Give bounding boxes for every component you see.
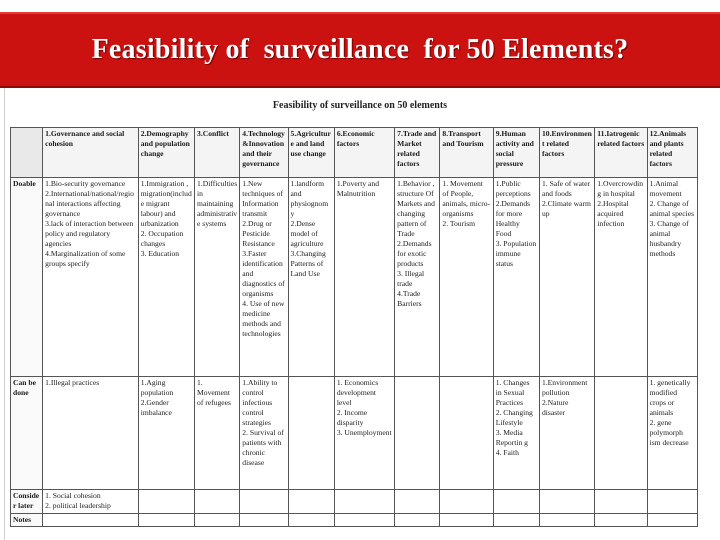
cell-item: 1.Bio-security governance — [45, 179, 126, 188]
table-cell — [595, 178, 647, 377]
table-cell — [195, 489, 240, 513]
table-header-row — [11, 128, 698, 178]
cell-item: 2. Income disparity — [336, 408, 368, 428]
table-cell — [334, 377, 394, 490]
column-header: 12.Animals and plants related factors — [647, 128, 697, 178]
cell-item: 4.Marginalization of some groups specify — [45, 249, 126, 269]
column-header: 2.Demography and population change — [138, 128, 194, 178]
table-cell — [240, 489, 288, 513]
table-cell — [395, 489, 440, 513]
column-header: 3.Conflict — [195, 128, 240, 178]
slide-title: Feasibility of surveillance for 50 Elements? — [91, 34, 629, 65]
table-cell — [240, 377, 288, 490]
table-cell — [493, 178, 539, 377]
table-cell — [440, 489, 493, 513]
table-cell — [647, 377, 697, 490]
cell-item: 2. Survival of patients with chronic disease — [242, 428, 284, 468]
cell-item: 1.Illegal practices — [45, 378, 100, 388]
cell-item: 1. Safe of water and foods — [541, 179, 591, 199]
row-header: Doable — [11, 178, 43, 377]
table-cell — [595, 377, 647, 490]
row-header: Can be done — [11, 377, 43, 490]
cell-item: 2. Change of animal species — [649, 199, 695, 219]
cell-item: 3.lack of interaction between policy and regulatory agencies — [45, 219, 134, 249]
cell-item: 1. genetically modified crops or animals — [649, 378, 691, 418]
cell-item: 4.Trade Barriers — [397, 289, 422, 309]
table-caption: Feasibility of surveillance on 50 elements — [272, 100, 448, 111]
cell-item: 1.Overcrowding in hospital — [597, 179, 644, 199]
cell-item: 2.Nature disaster — [541, 398, 569, 418]
table-cell — [334, 513, 394, 526]
table-cell — [647, 489, 697, 513]
column-header: 4.Technology &Innovation and their governance — [240, 128, 288, 178]
cell-item: 2. Tourism — [442, 219, 476, 229]
table-cell — [43, 513, 139, 526]
table-cell — [240, 513, 288, 526]
column-header: 9.Human activity and social pressure — [493, 128, 539, 178]
cell-item: 1.Behavior , structure Of Markets and changing pattern of Trade — [397, 179, 435, 239]
cell-item: 1. Social cohesion — [45, 490, 101, 500]
table-cell — [138, 513, 194, 526]
cell-item: 3. Education — [140, 249, 180, 259]
table-cell — [43, 489, 139, 513]
feasibility-table — [10, 127, 698, 527]
cell-item: 1.Environment pollution — [541, 378, 588, 398]
cell-item: 1.landform and physiognomy — [290, 179, 329, 219]
cell-item: 3.Changing Patterns of Land Use — [290, 249, 326, 279]
cell-item: 3. Change of animal husbandry methods — [649, 219, 689, 259]
cell-item: 1.Difficulties in maintaining administrative systems — [197, 179, 238, 229]
table-cell — [539, 178, 594, 377]
column-header: 1.Governance and social cohesion — [43, 128, 139, 178]
cell-item: 3. Illegal trade — [397, 269, 425, 289]
cell-item: 2. Occupation changes — [140, 229, 184, 249]
table-cell — [440, 377, 493, 490]
cell-item: 2.Dense model of agriculture — [290, 219, 324, 249]
table-cell — [334, 489, 394, 513]
table-cell — [493, 377, 539, 490]
slide-left-rule — [4, 88, 5, 540]
table-cell — [138, 178, 194, 377]
table-cell — [288, 513, 334, 526]
cell-item: 2.International/national/regional interactions affecting governance — [45, 189, 134, 219]
cell-item: 2. Changing Lifestyle — [495, 408, 533, 428]
cell-item: 1.Animal movement — [649, 179, 682, 199]
row-header: Notes — [11, 513, 43, 526]
cell-item: 1.Aging population — [140, 378, 174, 398]
table-cell — [334, 178, 394, 377]
table-cell — [195, 377, 240, 490]
row-header: Consider later — [11, 489, 43, 513]
cell-item: 3. Unemployment — [336, 428, 392, 438]
table-cell — [138, 489, 194, 513]
cell-item: 2.Demands for more Healthy Food — [495, 199, 531, 239]
table-cell — [43, 377, 139, 490]
table-cell — [395, 377, 440, 490]
cell-item: 1.Ability to control infectious control strategies — [242, 378, 278, 428]
cell-item: 2.Demands for exotic products — [397, 239, 432, 269]
title-bar — [0, 12, 720, 88]
table-cell — [647, 178, 697, 377]
column-header: 5.Agriculture and land use change — [288, 128, 334, 178]
cell-item: 2.Gender imbalance — [140, 398, 172, 418]
table-cell — [240, 178, 288, 377]
cell-item: 1. Movement of refugees — [197, 378, 231, 408]
cell-item: 3. Media Reportin g — [495, 428, 528, 448]
table-cell — [195, 513, 240, 526]
cell-item: 1. Changes in Sexual Practices — [495, 378, 530, 408]
cell-item: 2.Drug or Pesticide Resistance — [242, 219, 275, 249]
table-row — [11, 377, 698, 490]
table-cell — [493, 513, 539, 526]
column-header: 11.Iatrogenic related factors — [595, 128, 647, 178]
cell-item: 1. Movement of People, animals, micro-organisms — [442, 179, 491, 219]
cell-item: 4. Faith — [495, 448, 519, 458]
cell-item: 4. Use of new medicine methods and technologies — [242, 299, 285, 339]
column-header: 10.Environment related factors — [539, 128, 594, 178]
cell-item: 2.Hospital acquired infection — [597, 199, 629, 229]
table-cell — [138, 377, 194, 490]
cell-item: 2.Climate warm up — [541, 199, 591, 219]
table-cell — [539, 489, 594, 513]
table-cell — [493, 489, 539, 513]
cell-item: 2. gene polymorph ism decrease — [649, 418, 689, 448]
table-cell — [288, 178, 334, 377]
cell-item: 2. political leadership — [45, 500, 111, 510]
cell-item: 1. Economics development level — [336, 378, 379, 408]
cell-item: 3. Population immune status — [495, 239, 537, 269]
cell-item: 3.Faster identification and diagnostics of organisms — [242, 249, 285, 299]
table-cell — [440, 178, 493, 377]
table-cell — [440, 513, 493, 526]
cell-item: 1.Immigration , migration(include migrant labour) and urbanization — [140, 179, 192, 229]
column-header: 8.Transport and Tourism — [440, 128, 493, 178]
table-cell — [288, 377, 334, 490]
table-row — [11, 489, 698, 513]
column-header: 6.Economic factors — [334, 128, 394, 178]
table-corner-cell — [11, 128, 43, 178]
table-cell — [539, 377, 594, 490]
table-row — [11, 513, 698, 526]
table-cell — [43, 178, 139, 377]
table-cell — [595, 513, 647, 526]
table-cell — [395, 513, 440, 526]
table-cell — [539, 513, 594, 526]
table-cell — [195, 178, 240, 377]
table-cell — [595, 489, 647, 513]
cell-item: 1.New techniques of Information transmit — [242, 179, 283, 219]
table-row — [11, 178, 698, 377]
table-cell — [288, 489, 334, 513]
table-cell — [395, 178, 440, 377]
cell-item: 1.Public perceptions — [495, 179, 531, 199]
table-cell — [647, 513, 697, 526]
column-header: 7.Trade and Market related factors — [395, 128, 440, 178]
cell-item: 1.Poverty and Malnutrition — [336, 179, 379, 199]
